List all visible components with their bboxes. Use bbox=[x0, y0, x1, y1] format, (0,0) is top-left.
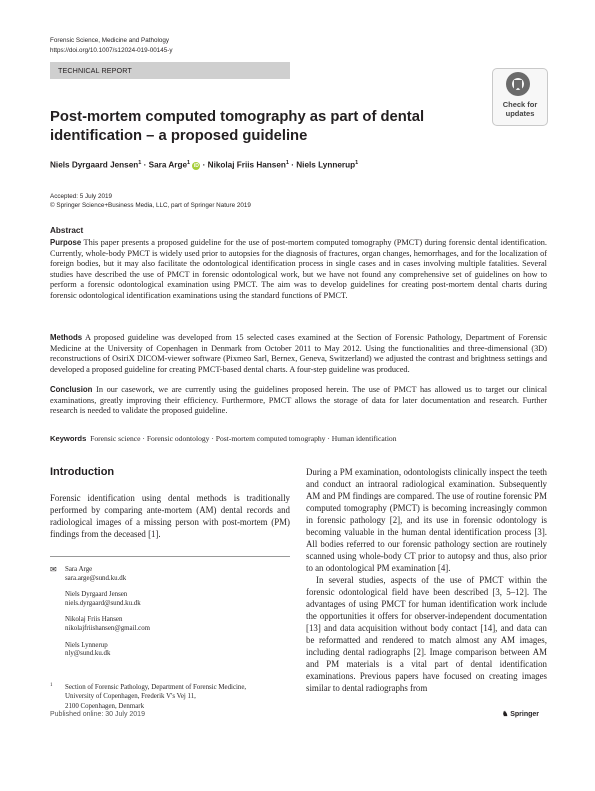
abstract-heading: Abstract bbox=[50, 226, 84, 235]
check-for-updates-badge[interactable] bbox=[492, 68, 548, 126]
affiliation-number: 1 bbox=[50, 683, 53, 688]
springer-horse-icon: ♞ bbox=[502, 711, 509, 718]
contact-email[interactable]: niels.dyrgaard@sund.ku.dk bbox=[65, 599, 141, 607]
contact-list bbox=[50, 566, 290, 667]
purpose-text: This paper presents a proposed guideline for the use of post-mortem computed tomography (PMCT) during forensic dental identification. Currently, whole-body PMCT is widely used prior to autopsies for the diagnosis of fractures, organ changes, hemorrhages, and for the localization of foreign bodies, but it may also facilitate the odontological identification process in single cases and in cases involving multiple fatalities. Several studies have described the use of PMCT in forensic odontological work, but we have not found any comprehensive set of guidelines on how to perform a forensic odontological examination using PMCT. The aim was to develop guidelines for creating post-mortem dental charts during forensic odontological identification examinations using the standard functions of PMCT. bbox=[50, 238, 547, 300]
methods-text: A proposed guideline was developed from 15 selected cases examined at the Section of Forensic Pathology, Department of Forensic Medicine at the University of Copenhagen in Denmark from October 2011 to May 2012. Using the functionalities and three-dimensional (3D) reconstructions of OsiriX DICOM-viewer software (Pixmeo Sarl, Bernex, Geneva, Switzerland) we adjusted the contrast and brightness settings and developed a proposed guideline for creating PMCT-based dental charts. A four-step guideline was produced. bbox=[50, 333, 547, 374]
abstract-purpose bbox=[50, 238, 547, 301]
contact-email[interactable]: nikolajfriishansen@gmail.com bbox=[65, 624, 150, 632]
purpose-label: Purpose bbox=[50, 238, 82, 247]
article-type: TECHNICAL REPORT bbox=[58, 66, 132, 75]
contact-email[interactable]: sara.arge@sund.ku.dk bbox=[65, 574, 127, 582]
section-heading-introduction: Introduction bbox=[50, 466, 115, 478]
keywords-label: Keywords bbox=[50, 434, 87, 443]
doi-link[interactable]: https://doi.org/10.1007/s12024-019-00145-y bbox=[50, 46, 173, 54]
contact-entry bbox=[65, 591, 290, 608]
methods-label: Methods bbox=[50, 333, 83, 342]
envelope-icon: ✉ bbox=[50, 565, 57, 574]
affiliation-marker: 1 bbox=[355, 160, 359, 166]
affiliation-marker: 1 bbox=[138, 160, 142, 166]
author-name[interactable]: Niels Lynnerup bbox=[296, 160, 356, 170]
article-dates bbox=[50, 192, 251, 210]
author-name[interactable]: Nikolaj Friis Hansen bbox=[207, 160, 286, 170]
author-name[interactable]: Niels Dyrgaard Jensen bbox=[50, 160, 139, 170]
author-list: Niels Dyrgaard Jensen$^1$ · Sara Arge$^1$ iD · Nikolaj Friis Hansen$^1$ · Niels Lynnerup$^1$ bbox=[50, 160, 359, 170]
abstract-conclusion bbox=[50, 385, 547, 417]
orcid-icon[interactable]: iD bbox=[193, 162, 199, 169]
contact-name: Sara Arge bbox=[65, 566, 93, 573]
journal-name: Forensic Science, Medicine and Pathology bbox=[50, 37, 170, 44]
publisher-logo bbox=[502, 710, 539, 718]
journal-header bbox=[50, 36, 173, 55]
contact-name: Nikolaj Friis Hansen bbox=[65, 616, 123, 624]
contact-name: Niels Dyrgaard Jensen bbox=[65, 591, 128, 599]
accepted-date: Accepted: 5 July 2019 bbox=[50, 193, 112, 200]
intro-paragraph: During a PM examination, odontologists clinically inspect the teeth and conduct an intraoral radiological examination. Subsequently AM and PM findings are compared. The use of routine forensic PM computed tomography (PMCT) is becoming increasingly common in forensic pathology [2], and its use in forensic odontology is becoming valuable in the human dental identification process [3]. All bodies referred to our forensic pathology section are routinely scanned using whole-body CT prior to autopsy and thus, also prior to an odontological PM examination [4]. bbox=[306, 467, 547, 573]
affiliation-marker: 1 bbox=[285, 160, 289, 166]
conclusion-text: In our casework, we are currently using the guidelines proposed herein. The use of PMCT has allowed us to target our clinical examinations, greatly improving their efficiency. Furthermore, PMCT allows the storage of data for later documentation and research. Further research is needed to validate the proposed guideline. bbox=[50, 385, 548, 415]
affiliation-line: Section of Forensic Pathology, Department of Forensic Medicine, bbox=[65, 684, 247, 691]
abstract-methods bbox=[50, 333, 547, 375]
author-name[interactable]: Sara Arge bbox=[148, 160, 188, 170]
contact-email[interactable]: nly@sund.ku.dk bbox=[65, 650, 111, 658]
affiliation bbox=[50, 683, 290, 711]
contact-entry bbox=[50, 565, 290, 583]
article-type-banner bbox=[50, 62, 290, 79]
contact-entry bbox=[65, 616, 290, 633]
contact-entry bbox=[65, 642, 290, 659]
conclusion-label: Conclusion bbox=[50, 385, 93, 394]
article-title: Post-mortem computed tomography as part of dental identification – a proposed guideline bbox=[50, 109, 425, 144]
check-label-2: updates bbox=[505, 109, 535, 118]
contact-name: Niels Lynnerup bbox=[65, 641, 108, 649]
footnote-divider bbox=[50, 556, 290, 557]
check-label-1: Check for bbox=[502, 100, 538, 109]
affiliation-line: University of Copenhagen, Frederik V's Vej 11, bbox=[65, 693, 196, 701]
intro-left-paragraph: Forensic identification using dental methods is traditionally performed by comparing ante-mortem (AM) dental records and radiological images of a missing person with post-mortem (PM) findings from the deceased [1]. bbox=[50, 493, 290, 539]
publisher-name: Springer bbox=[510, 711, 540, 718]
affiliation-line: 2100 Copenhagen, Denmark bbox=[65, 702, 145, 710]
keywords-list: Forensic science · Forensic odontology · Post-mortem computed tomography · Human identification bbox=[90, 434, 397, 443]
affiliation-marker: 1 bbox=[187, 160, 191, 166]
intro-right-column bbox=[306, 466, 547, 694]
intro-paragraph: In several studies, aspects of the use of PMCT within the forensic odontological field have been described [3, 5–12]. The advantages of using PMCT for human identification work include the opportunities it offers for observer-independent documentation [13] and data acquisition without body contact [14], and data can be reformatted and rendered to match almost any AM images, including dental radiographs [2]. Image comparison between AM and PM materials is a vital part of dental identification examinations. Previous papers have focused on creating images similar to dental radiographs from bbox=[306, 575, 547, 693]
keywords bbox=[50, 434, 397, 443]
published-online: Published online: 30 July 2019 bbox=[50, 711, 145, 718]
copyright: © Springer Science+Business Media, LLC, part of Springer Nature 2019 bbox=[50, 202, 251, 209]
